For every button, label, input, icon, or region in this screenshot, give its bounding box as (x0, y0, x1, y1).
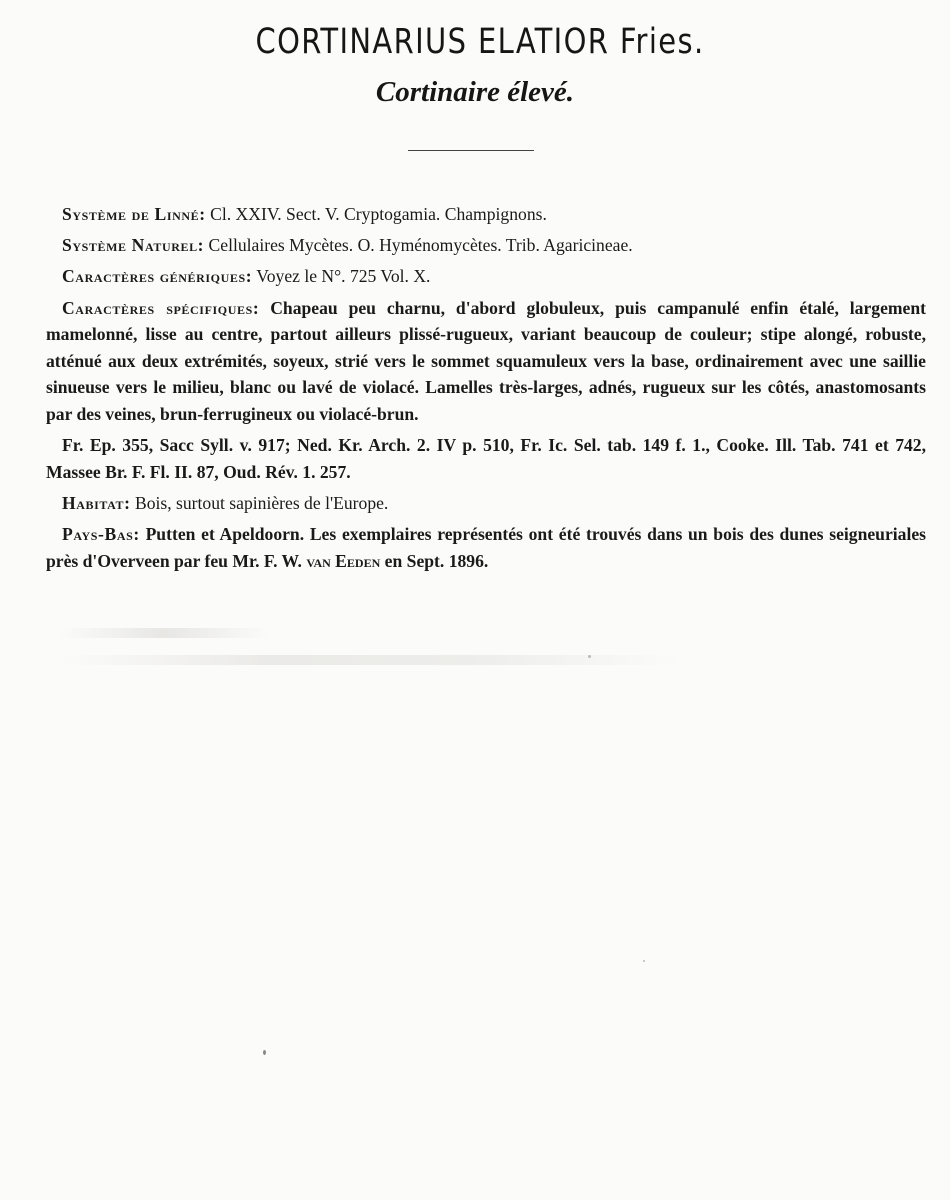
entry-label: Caractères spécifiques: (62, 297, 260, 318)
entry-references (46, 432, 926, 485)
entry-label: Caractères génériques: (62, 266, 253, 287)
paper-speck (263, 1050, 266, 1055)
entry-text: Cl. XXIV. Sect. V. Cryptogamia. Champignons. (205, 204, 547, 224)
entry-text: Voyez le N°. 725 Vol. X. (252, 266, 431, 287)
entry-generic-characters (46, 263, 926, 290)
entry-label: Système de Linné: (62, 204, 206, 224)
entry-linne-system (46, 201, 926, 228)
entry-label: Habitat: (62, 492, 131, 513)
entry-label: Pays-Bas: (62, 524, 140, 545)
paper-speck (588, 655, 591, 658)
entry-natural-system (46, 232, 926, 259)
entry-text: en Sept. 1896. (380, 550, 489, 571)
entry-text: Chapeau peu charnu, d'abord globuleux, puis campanulé enfin étalé, largement mamelonné, lisse au centre, partout ailleurs plissé-rugueux, variant beaucoup de couleur; stipe alongé, robuste, atténué aux deux extrémités, soyeux, strié vers le sommet squamuleux vers la base, ordinairement avec une saillie sinueuse vers le milieu, blanc ou lavé de violacé. Lamelles très-larges, adnés, rugueux sur les côtés, anastomosants par des veines, brun-ferrugineux ou violacé-brun. (46, 297, 926, 424)
description-body (46, 201, 926, 579)
title-divider (408, 150, 534, 151)
entry-netherlands (46, 521, 926, 574)
paper-speck (643, 960, 645, 962)
entry-specific-characters (46, 295, 926, 428)
entry-text: Putten et Apeldoorn. Les exemplaires représentés ont été trouvés dans un bois des dunes seigneuriales près d'Overveen par feu Mr. F. W. (46, 524, 926, 571)
collector-name: van Eeden (306, 550, 381, 571)
species-title: CORTINARIUS ELATIOR Fries. (255, 22, 705, 62)
entry-text: Cellulaires Mycètes. O. Hyménomycètes. Trib. Agaricineae. (204, 235, 633, 256)
bleed-through-line (60, 628, 270, 638)
species-common-name: Cortinaire élevé. (375, 76, 575, 108)
entry-text: Fr. Ep. 355, Sacc Syll. v. 917; Ned. Kr. Arch. 2. IV p. 510, Fr. Ic. Sel. tab. 149 f. 1., Cooke. Ill. Tab. 741 et 742, Massee Br. F. Fl. II. 87, Oud. Rév. 1. 257. (46, 435, 926, 482)
entry-habitat (46, 490, 926, 517)
entry-text: Bois, surtout sapinières de l'Europe. (130, 492, 389, 513)
entry-label: Système Naturel: (62, 235, 205, 256)
bleed-through-line (60, 655, 680, 665)
